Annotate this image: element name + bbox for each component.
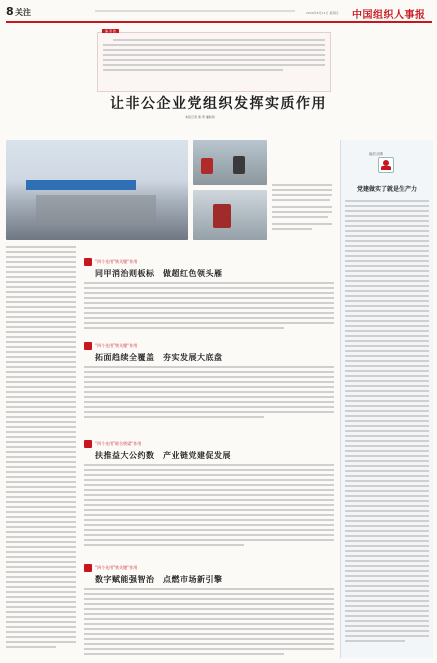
section-1-header <box>84 258 334 279</box>
section-1-body <box>84 282 334 337</box>
section-2-header <box>84 342 334 363</box>
headline: 让非公企业党组织发挥实质作用 <box>110 96 327 112</box>
meeting-photo <box>193 140 267 185</box>
sidebar-column <box>340 140 433 658</box>
section-badge-icon <box>84 258 92 266</box>
photo-caption <box>272 184 334 240</box>
section-badge-icon <box>84 342 92 350</box>
section-3-header <box>84 440 334 461</box>
sidebar-title: 党建做实了就是生产力 <box>356 186 417 193</box>
section-3-title: 扶推益大公约数 产业链党建促发展 <box>95 451 231 460</box>
section-1-title: 同甲消治则板标 做超红色领头雁 <box>95 269 223 278</box>
section-3-kicker: “四个先用”联合桥梁“作用 <box>95 441 142 446</box>
intro-column <box>6 246 76 658</box>
section-1-kicker: “四个先用”铁关键“作用 <box>95 259 138 264</box>
sidebar-body <box>345 200 429 652</box>
commentary-icon <box>378 157 394 173</box>
worker-photo <box>193 190 267 240</box>
byline: 本报记者 黄 青 潘粒和 <box>185 115 215 119</box>
section-3-body <box>84 464 334 556</box>
sidebar-label: 编后点睛 <box>369 152 383 156</box>
section-badge-icon <box>84 440 92 448</box>
header-rule <box>6 21 432 23</box>
page-header <box>6 5 432 19</box>
section-4-header <box>84 564 334 585</box>
section-4-kicker: “四个先用”铁关键“作用 <box>95 565 138 570</box>
page-section-title: 关注 <box>15 8 31 17</box>
masthead: 中国组织人事报 <box>352 10 426 21</box>
header-fine-text <box>95 10 295 12</box>
editor-note-box <box>97 29 331 92</box>
editor-note-label: 编 者 按 <box>102 29 119 33</box>
section-4-body <box>84 588 334 658</box>
page-meta: 2020年6月11日 星期四 <box>306 11 339 15</box>
section-badge-icon <box>84 564 92 572</box>
section-2-title: 拓面趋续全覆盖 夯实发展大底盘 <box>95 353 223 362</box>
section-2-kicker: “四个先用”铁关键“作用 <box>95 343 138 348</box>
page-number: 8 <box>6 5 14 18</box>
section-4-title: 数字赋能强智治 点燃市场新引擎 <box>95 575 223 584</box>
service-hall-photo <box>6 140 188 240</box>
section-2-body <box>84 366 334 426</box>
editor-note-body <box>103 39 325 87</box>
